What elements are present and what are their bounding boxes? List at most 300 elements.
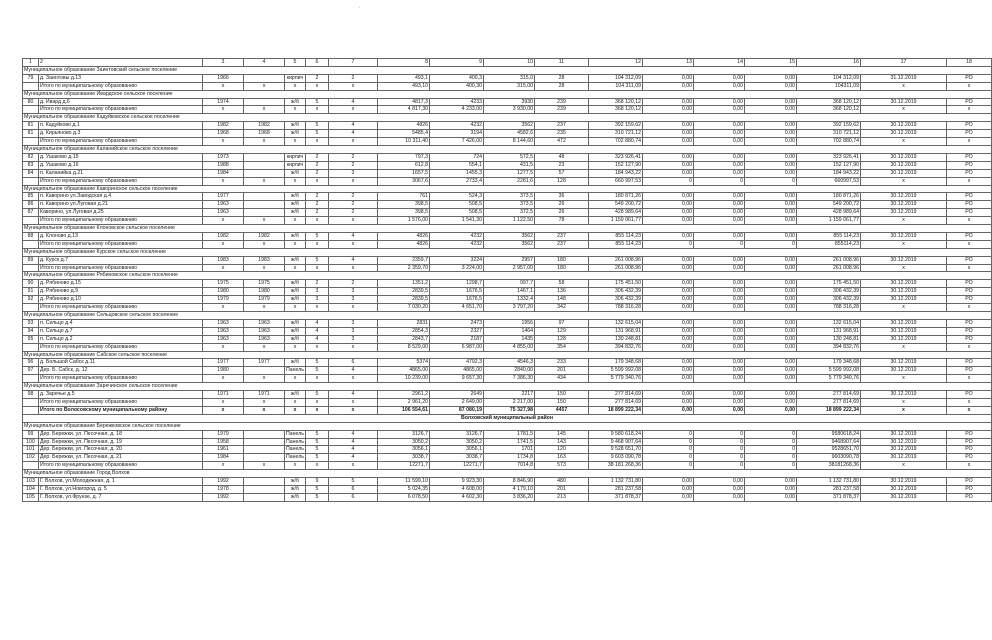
table-cell: 9 — [430, 59, 484, 67]
table-cell: 30.12.2019 — [861, 280, 947, 288]
table-cell: 0 — [745, 240, 797, 248]
table-cell: 392 159,62 — [589, 122, 643, 130]
table-cell: 6 987,00 — [430, 343, 484, 351]
table-cell: 6 — [329, 359, 378, 367]
table-cell: 0,00 — [694, 319, 745, 327]
table-cell: 4 817,30 — [378, 106, 430, 114]
table-cell: 18 899 222,34 — [797, 406, 861, 414]
table-cell: 0,00 — [745, 98, 797, 106]
table-cell: 2 — [329, 209, 378, 217]
table-row — [23, 430, 992, 438]
table-cell: 0,00 — [745, 232, 797, 240]
table-cell: 1980 — [244, 288, 285, 296]
table-cell: х — [947, 398, 992, 406]
table-cell: 102 — [23, 454, 39, 462]
table-cell: 2957 — [484, 256, 535, 264]
table-cell: 855 114,23 — [589, 232, 643, 240]
table-cell — [244, 209, 285, 217]
table-cell: Г. Волхов, ул.Фрунзе, д. 7 — [39, 493, 203, 501]
table-cell: х — [861, 304, 947, 312]
table-body — [23, 59, 992, 502]
table-cell: 554,1 — [430, 161, 484, 169]
table-row — [23, 169, 992, 177]
table-cell: 2854,3 — [378, 327, 430, 335]
table-cell: 306 432,39 — [797, 288, 861, 296]
table-cell: 0,00 — [694, 264, 745, 272]
table-cell: 0,00 — [694, 153, 745, 161]
table-cell: х — [947, 177, 992, 185]
table-cell: 1701 — [484, 446, 535, 454]
table-cell: 0,00 — [643, 98, 694, 106]
table-cell: 1 132 731,80 — [589, 478, 643, 486]
table-cell: 1298,7 — [430, 280, 484, 288]
table-cell: 5 — [285, 59, 306, 67]
table-row — [23, 493, 992, 501]
table-cell: 0 — [643, 438, 694, 446]
table-cell: 472 — [535, 138, 589, 146]
table-cell: 1979 — [203, 430, 244, 438]
table-cell: Итого по муниципальному образованию — [39, 343, 203, 351]
table-cell: 5 — [306, 391, 329, 399]
table-cell: х — [947, 462, 992, 470]
table-cell: 2187 — [430, 335, 484, 343]
table-cell: 5 599 992,08 — [589, 367, 643, 375]
table-cell: 5 — [306, 367, 329, 375]
table-cell: 0 — [643, 454, 694, 462]
table-cell: 0,00 — [643, 153, 694, 161]
table-cell: Дер. Бережки, ул. Песочная, д. 18 — [39, 430, 203, 438]
table-cell: 4 — [306, 319, 329, 327]
table-cell: Г. Волхов, ул.Молодежная, д. 1 — [39, 478, 203, 486]
table-cell: 0,00 — [745, 106, 797, 114]
table-cell: РО — [947, 130, 992, 138]
table-cell: 0,00 — [643, 232, 694, 240]
table-cell: 26 — [535, 201, 589, 209]
table-cell: 100 — [23, 438, 39, 446]
table-cell: х — [306, 406, 329, 414]
table-cell: 8 144,60 — [484, 138, 535, 146]
table-cell: 660 997,53 — [589, 177, 643, 185]
table-cell: 0,00 — [643, 217, 694, 225]
table-cell: х — [329, 343, 378, 351]
table-cell: 233 — [535, 359, 589, 367]
table-cell: 0,00 — [643, 106, 694, 114]
table-cell: х — [244, 177, 285, 185]
table-cell — [23, 177, 39, 185]
table-cell: 1984 — [203, 169, 244, 177]
table-cell: х — [203, 82, 244, 90]
table-cell: 26 — [535, 209, 589, 217]
table-row — [23, 122, 992, 130]
table-cell: Панель — [286, 446, 304, 453]
table-cell: 5 — [306, 430, 329, 438]
table-cell: 3038,7 — [378, 454, 430, 462]
table-row — [23, 478, 992, 486]
section-title: Муниципальное образование Бережковское сельское поселение — [23, 422, 992, 430]
table-cell: 1676,5 — [430, 296, 484, 304]
table-cell: ж/б — [285, 493, 306, 501]
table-cell: 354 — [535, 343, 589, 351]
table-cell: 3038,7 — [430, 454, 484, 462]
table-cell: 30.12.2019 — [861, 454, 947, 462]
table-cell: 5 — [329, 478, 378, 486]
table-cell: 1982 — [203, 122, 244, 130]
table-cell: х — [861, 462, 947, 470]
table-cell — [244, 98, 285, 106]
table-cell: 3 930,00 — [484, 106, 535, 114]
table-cell: 3 — [329, 335, 378, 343]
table-cell: 310 721,12 — [797, 130, 861, 138]
table-cell: Дер. Бережки, ул. Песочная, д. 20 — [39, 446, 203, 454]
table-cell: ж/б — [285, 209, 306, 217]
table-cell: 3 — [329, 327, 378, 335]
table-cell: 148 — [535, 296, 589, 304]
table-cell: 30.12.2019 — [861, 391, 947, 399]
column-number-row — [23, 59, 992, 67]
table-cell: 1977 — [244, 359, 285, 367]
table-cell: 48 — [535, 153, 589, 161]
table-cell: 4 — [329, 232, 378, 240]
table-cell: 0,00 — [643, 82, 694, 90]
table-cell: кирпич — [285, 153, 306, 161]
table-cell: х — [203, 106, 244, 114]
section-header-row — [23, 225, 992, 233]
table-cell: 4865,00 — [378, 367, 430, 375]
table-cell: 0,00 — [694, 359, 745, 367]
table-cell: 0,00 — [694, 280, 745, 288]
table-cell: 81 — [23, 130, 39, 138]
table-cell: 4232 — [430, 122, 484, 130]
table-cell: 4817,3 — [378, 98, 430, 106]
table-cell: 4 — [244, 59, 285, 67]
table-row — [23, 296, 992, 304]
table-cell: 3 836,20 — [484, 493, 535, 501]
table-cell: 1968 — [203, 130, 244, 138]
table-cell: 0,00 — [694, 161, 745, 169]
table-cell: 0,00 — [745, 319, 797, 327]
table-cell: д. Заречье д.5 — [39, 391, 203, 399]
table-cell: ж/б — [285, 485, 306, 493]
table-row — [23, 454, 992, 462]
table-cell: 1992 — [203, 478, 244, 486]
table-cell — [23, 375, 39, 383]
table-cell: 1973 — [203, 153, 244, 161]
table-cell: 4 — [329, 98, 378, 106]
table-cell: 5374 — [378, 359, 430, 367]
table-cell: 58 — [535, 280, 589, 288]
table-cell: д. Кирьяново д.3 — [39, 130, 203, 138]
table-cell — [23, 82, 39, 90]
table-cell: РО — [947, 201, 992, 209]
section-header-row — [23, 383, 992, 391]
table-cell: 0,00 — [694, 493, 745, 501]
table-cell: 201 — [535, 367, 589, 375]
table-cell: 0 — [643, 446, 694, 454]
table-cell: 373,5 — [484, 201, 535, 209]
table-cell: х — [329, 106, 378, 114]
table-cell: 4 — [329, 367, 378, 375]
table-row — [23, 335, 992, 343]
table-cell: 179 348,68 — [797, 359, 861, 367]
table-cell: 0 — [643, 240, 694, 248]
table-row — [23, 485, 992, 493]
table-cell: 2217 — [484, 391, 535, 399]
table-cell: 1 159 061,77 — [797, 217, 861, 225]
table-cell: 11 — [535, 59, 589, 67]
table-cell: 0,00 — [643, 398, 694, 406]
table-cell: 277 814,69 — [589, 398, 643, 406]
table-cell: 573 — [535, 462, 589, 470]
table-cell: 1734,8 — [484, 454, 535, 462]
table-cell: х — [306, 375, 329, 383]
table-cell: 130 248,81 — [589, 335, 643, 343]
table-cell: 30.12.2019 — [861, 288, 947, 296]
table-cell: х — [947, 375, 992, 383]
table-cell: х — [329, 398, 378, 406]
table-cell: Панель — [286, 438, 304, 445]
table-cell: х — [285, 217, 306, 225]
table-cell: 5 — [306, 232, 329, 240]
table-cell: 1435 — [484, 335, 535, 343]
table-cell: 1980 — [203, 367, 244, 375]
table-cell: п. Каланийка д.21 — [39, 169, 203, 177]
table-cell: 0,00 — [745, 256, 797, 264]
table-cell: 0,00 — [694, 296, 745, 304]
table-cell: х — [947, 264, 992, 272]
table-cell: 398,5 — [378, 209, 430, 217]
table-cell: 0,00 — [694, 232, 745, 240]
table-cell: 5 779 340,76 — [797, 375, 861, 383]
table-cell: 4 — [329, 130, 378, 138]
table-cell: Итого по муниципальному образованию — [39, 375, 203, 383]
table-cell: 2 — [306, 201, 329, 209]
table-cell: 281 237,58 — [589, 485, 643, 493]
table-cell: х — [861, 240, 947, 248]
table-cell: х — [947, 106, 992, 114]
table-cell: 0 — [643, 462, 694, 470]
table-cell: 5 599 992,08 — [797, 367, 861, 375]
table-cell: д. Клоново д.13 — [39, 232, 203, 240]
table-cell — [244, 430, 285, 438]
table-cell: 30.12.2019 — [861, 153, 947, 161]
table-cell: 5485,4 — [378, 130, 430, 138]
table-cell: 1963 — [203, 335, 244, 343]
table-cell: 132 615,04 — [797, 319, 861, 327]
table-cell: 0,00 — [643, 161, 694, 169]
table-cell: 30.12.2019 — [861, 201, 947, 209]
table-cell: 788 316,28 — [589, 304, 643, 312]
table-cell: 261 008,96 — [589, 256, 643, 264]
table-cell: 145 — [535, 430, 589, 438]
table-cell: 0,00 — [694, 122, 745, 130]
table-cell: 30.12.2019 — [861, 335, 947, 343]
table-cell: 0,00 — [643, 493, 694, 501]
section-header-row — [23, 312, 992, 320]
total-row — [23, 375, 992, 383]
table-cell: Каворино, ул.Луговая д.25 — [39, 209, 203, 217]
table-cell: 1988 — [203, 161, 244, 169]
table-cell: 4232 — [430, 240, 484, 248]
table-row — [23, 319, 992, 327]
table-cell: х — [861, 138, 947, 146]
table-cell: 0,00 — [745, 264, 797, 272]
table-cell: РО — [947, 367, 992, 375]
table-cell: 0,00 — [694, 169, 745, 177]
table-cell: х — [306, 138, 329, 146]
table-cell: 4582,6 — [484, 130, 535, 138]
table-cell: 4826 — [378, 122, 430, 130]
table-cell: РО — [947, 296, 992, 304]
table-cell: 3562 — [484, 240, 535, 248]
table-cell: 0,00 — [745, 304, 797, 312]
table-cell: Дер. Бережки, ул. Песочная, д. 19 — [39, 438, 203, 446]
table-cell: х — [203, 398, 244, 406]
table-cell: 239 — [535, 106, 589, 114]
table-cell: 4546,3 — [484, 359, 535, 367]
table-cell: 5 779 340,76 — [589, 375, 643, 383]
table-cell — [23, 138, 39, 146]
table-cell: 1974 — [203, 98, 244, 106]
table-cell: Итого по муниципальному образованию — [39, 106, 203, 114]
table-cell: 3194 — [430, 130, 484, 138]
scan-mark: · — [358, 4, 361, 11]
table-cell: 0 — [694, 177, 745, 185]
total-row — [23, 138, 992, 146]
table-cell: 493,10 — [378, 82, 430, 90]
table-cell: 1277,5 — [484, 169, 535, 177]
table-cell: 184 943,22 — [589, 169, 643, 177]
table-cell: 549 200,72 — [589, 201, 643, 209]
table-cell: х — [306, 343, 329, 351]
table-cell: 30.12.2019 — [861, 485, 947, 493]
table-cell: 129 — [535, 327, 589, 335]
table-cell: 99 — [23, 430, 39, 438]
table-cell: х — [203, 375, 244, 383]
table-cell: 0,00 — [694, 367, 745, 375]
table-cell — [244, 493, 285, 501]
table-cell: РО — [947, 288, 992, 296]
table-cell: х — [329, 240, 378, 248]
table-cell: 0,00 — [694, 209, 745, 217]
table-cell: 5 — [306, 485, 329, 493]
table-cell: 2 — [329, 161, 378, 169]
table-cell: 368 120,12 — [589, 98, 643, 106]
table-cell: РО — [947, 169, 992, 177]
table-cell: 30.12.2019 — [861, 209, 947, 217]
table-cell: 30.12.2019 — [861, 130, 947, 138]
table-cell: 797,3 — [378, 153, 430, 161]
table-cell — [23, 304, 39, 312]
table-cell: х — [947, 343, 992, 351]
table-row — [23, 153, 992, 161]
table-cell: 104 312,09 — [589, 74, 643, 82]
table-cell: х — [329, 375, 378, 383]
table-cell: ж/б — [285, 256, 306, 264]
table-cell: 394 832,76 — [589, 343, 643, 351]
table-cell: х — [203, 217, 244, 225]
table-cell: 0,00 — [745, 478, 797, 486]
table-cell: 788 316,28 — [797, 304, 861, 312]
table-cell: 150 — [535, 398, 589, 406]
table-cell: 4826 — [378, 240, 430, 248]
district-header-row — [23, 414, 992, 422]
table-cell — [244, 153, 285, 161]
table-cell: 179 348,68 — [589, 359, 643, 367]
table-cell: 4 651,70 — [430, 304, 484, 312]
table-cell: х — [203, 343, 244, 351]
table-cell: РО — [947, 335, 992, 343]
table-cell: х — [329, 217, 378, 225]
table-cell: 97 — [23, 367, 39, 375]
section-header-row — [23, 351, 992, 359]
table-cell: 431,5 — [484, 161, 535, 169]
table-cell: 2 — [306, 153, 329, 161]
table-cell: 1 — [23, 59, 39, 67]
table-cell: 0,00 — [694, 98, 745, 106]
table-cell: 87 080,19 — [430, 406, 484, 414]
table-cell: х — [306, 82, 329, 90]
table-cell: 5 — [306, 122, 329, 130]
table-cell: 2839,5 — [378, 296, 430, 304]
table-cell: РО — [947, 209, 992, 217]
table-cell: 9 528 651,70 — [589, 446, 643, 454]
table-cell: 3067,6 — [378, 177, 430, 185]
table-cell: 0,00 — [745, 161, 797, 169]
section-header-row — [23, 66, 992, 74]
table-cell: 0,00 — [745, 201, 797, 209]
table-cell: 306 432,39 — [797, 296, 861, 304]
table-cell: 105 — [23, 493, 39, 501]
table-cell: 30.12.2019 — [861, 319, 947, 327]
table-cell: х — [861, 375, 947, 383]
table-cell: 508,5 — [430, 201, 484, 209]
table-cell: Панель — [286, 454, 304, 461]
section-title: Муниципальное образование Рябиновское сельское поселение — [23, 272, 992, 280]
table-cell: 2473 — [430, 319, 484, 327]
table-cell: 12 — [589, 59, 643, 67]
table-cell: д. Большой Сабск д.11 — [39, 359, 203, 367]
table-cell: 1467,1 — [484, 288, 535, 296]
table-cell: х — [244, 343, 285, 351]
table-cell: 104311,09 — [797, 82, 861, 90]
section-header-row — [23, 248, 992, 256]
table-cell: 87 — [23, 209, 39, 217]
table-cell: 31.12.2019 — [861, 74, 947, 82]
table-cell: ж/б — [285, 359, 306, 367]
table-cell: 0,00 — [643, 209, 694, 217]
table-cell: х — [244, 106, 285, 114]
table-cell: 2843,7 — [378, 335, 430, 343]
table-cell: х — [203, 406, 244, 414]
table-cell: 4 — [329, 256, 378, 264]
table-cell: 0 — [694, 462, 745, 470]
table-cell: 0,00 — [745, 130, 797, 138]
table-cell: 0,00 — [643, 391, 694, 399]
table-cell — [244, 446, 285, 454]
table-cell: д. Ушаково д.15 — [39, 153, 203, 161]
table-cell: х — [861, 398, 947, 406]
table-cell: РО — [947, 478, 992, 486]
table-cell: 400,3 — [430, 74, 484, 82]
table-cell: 2839,5 — [378, 288, 430, 296]
table-cell: д. Рябиново д.10 — [39, 296, 203, 304]
table-cell: ж/б — [285, 296, 306, 304]
table-cell: 4 — [329, 446, 378, 454]
table-cell: 0 — [745, 462, 797, 470]
table-cell: х — [203, 462, 244, 470]
table-cell: 0,00 — [694, 217, 745, 225]
table-cell: 1983 — [203, 256, 244, 264]
